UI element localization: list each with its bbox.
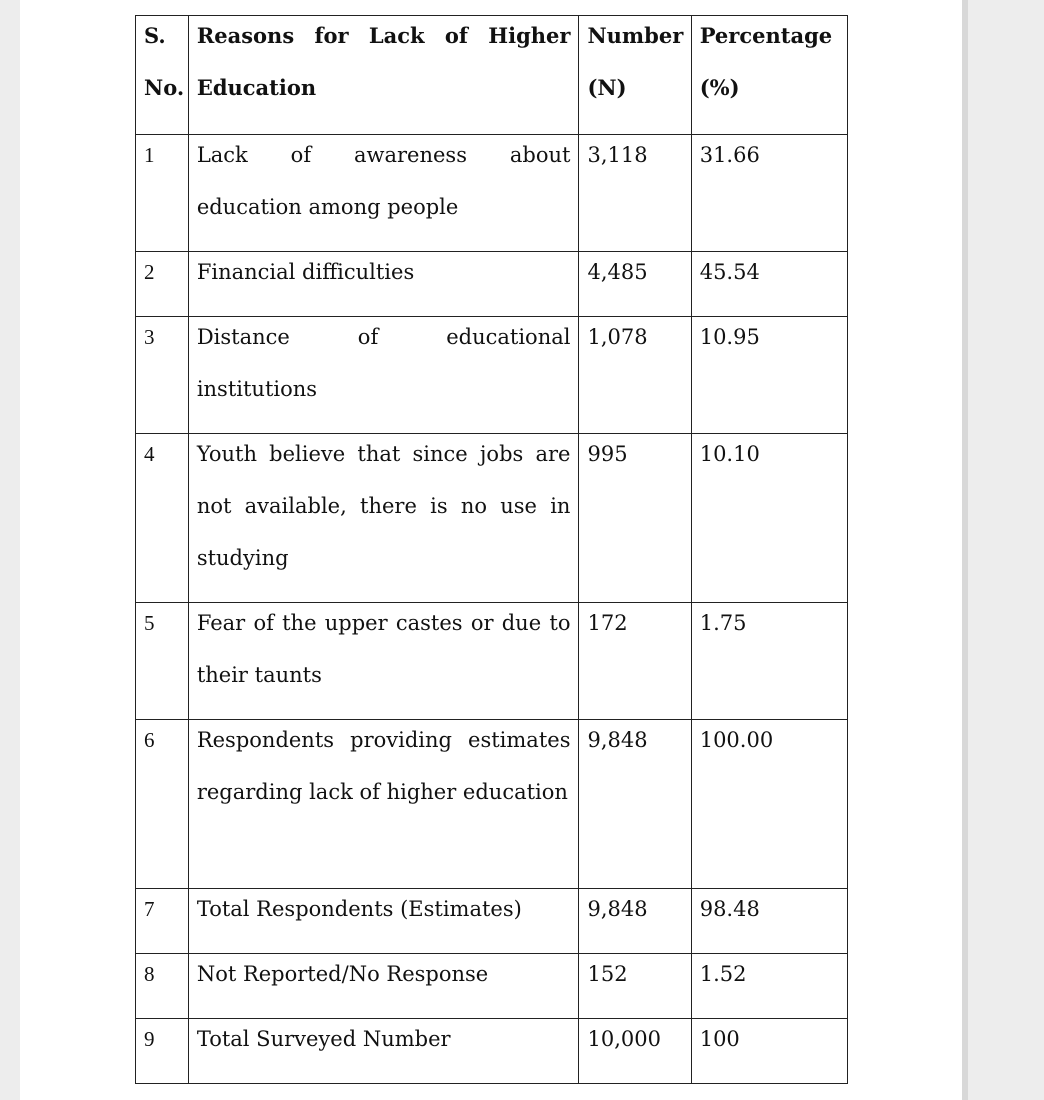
cell-number: 152 <box>579 954 691 1019</box>
cell-number: 10,000 <box>579 1019 691 1084</box>
cell-reason: Financial difficulties <box>188 252 579 317</box>
header-number: Number (N) <box>579 16 691 135</box>
header-sno <box>136 16 189 135</box>
table-row <box>136 603 848 720</box>
cell-percentage: 100.00 <box>691 720 847 889</box>
table-row <box>136 954 848 1019</box>
cell-number: 1,078 <box>579 317 691 434</box>
cell-sno: 4 <box>136 434 189 603</box>
cell-percentage: 10.10 <box>691 434 847 603</box>
header-reason: Reasons for Lack of Higher Education <box>188 16 579 135</box>
cell-percentage: 31.66 <box>691 135 847 252</box>
page-edge <box>962 0 968 1100</box>
cell-reason: Distance of educational institutions <box>188 317 579 434</box>
cell-reason: Total Respondents (Estimates) <box>188 889 579 954</box>
table-row <box>136 434 848 603</box>
cell-sno: 1 <box>136 135 189 252</box>
cell-sno: 7 <box>136 889 189 954</box>
cell-percentage: 10.95 <box>691 317 847 434</box>
cell-number: 172 <box>579 603 691 720</box>
cell-reason: Not Reported/No Response <box>188 954 579 1019</box>
cell-percentage: 45.54 <box>691 252 847 317</box>
cell-sno: 6 <box>136 720 189 889</box>
reasons-table <box>135 15 848 1084</box>
table-row <box>136 1019 848 1084</box>
cell-reason: Lack of awareness about education among people <box>188 135 579 252</box>
cell-sno: 9 <box>136 1019 189 1084</box>
cell-sno: 5 <box>136 603 189 720</box>
cell-sno: 3 <box>136 317 189 434</box>
table-row <box>136 889 848 954</box>
table-row <box>136 135 848 252</box>
header-percentage: Percentage (%) <box>691 16 847 135</box>
cell-percentage: 1.75 <box>691 603 847 720</box>
cell-number: 995 <box>579 434 691 603</box>
table-row <box>136 317 848 434</box>
cell-percentage: 100 <box>691 1019 847 1084</box>
cell-reason: Youth believe that since jobs are not available, there is no use in studying <box>188 434 579 603</box>
cell-reason: Total Surveyed Number <box>188 1019 579 1084</box>
cell-reason: Respondents providing estimates regarding lack of higher education <box>188 720 579 889</box>
header-sno-line2: No. <box>144 75 185 100</box>
header-sno-line1: S. <box>144 23 166 48</box>
cell-number: 3,118 <box>579 135 691 252</box>
cell-percentage: 1.52 <box>691 954 847 1019</box>
cell-number: 9,848 <box>579 720 691 889</box>
table-row <box>136 720 848 889</box>
table-row <box>136 252 848 317</box>
cell-number: 4,485 <box>579 252 691 317</box>
cell-sno: 8 <box>136 954 189 1019</box>
table-header-row <box>136 16 848 135</box>
cell-number: 9,848 <box>579 889 691 954</box>
cell-reason: Fear of the upper castes or due to their taunts <box>188 603 579 720</box>
cell-sno: 2 <box>136 252 189 317</box>
cell-percentage: 98.48 <box>691 889 847 954</box>
